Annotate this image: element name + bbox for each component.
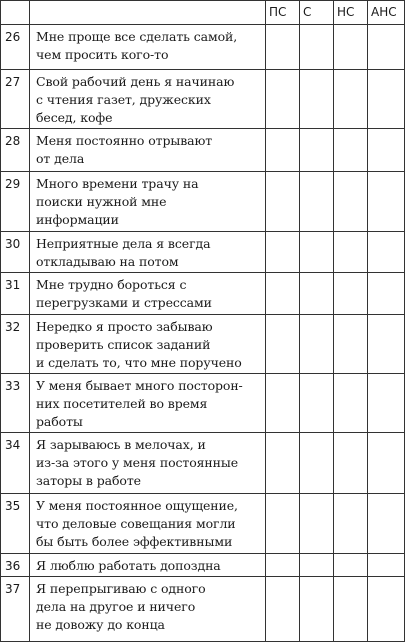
answer-cell-ans[interactable] <box>368 577 405 642</box>
row-number: 31 <box>1 273 30 315</box>
answer-cell-ps[interactable] <box>266 577 300 642</box>
answer-cell-ps[interactable] <box>266 554 300 577</box>
row-number: 34 <box>1 433 30 494</box>
answer-cell-ns[interactable] <box>334 433 368 494</box>
row-statement: У меня бывает много посторон- них посетителей во время работы <box>30 374 266 433</box>
answer-cell-s[interactable] <box>300 433 334 494</box>
answer-cell-ps[interactable] <box>266 273 300 315</box>
table-row <box>1 554 405 577</box>
row-statement: Мне трудно бороться с перегрузками и стрессами <box>30 273 266 315</box>
answer-cell-ans[interactable] <box>368 172 405 232</box>
row-statement: Неприятные дела я всегда откладываю на потом <box>30 232 266 273</box>
row-number: 28 <box>1 129 30 172</box>
table-row <box>1 25 405 70</box>
row-statement: Много времени трачу на поиски нужной мне информации <box>30 172 266 232</box>
answer-cell-s[interactable] <box>300 494 334 554</box>
row-statement: Свой рабочий день я начинаю с чтения газет, дружеских бесед, кофе <box>30 70 266 129</box>
row-number: 30 <box>1 232 30 273</box>
answer-cell-ans[interactable] <box>368 129 405 172</box>
row-number: 29 <box>1 172 30 232</box>
answer-cell-ps[interactable] <box>266 494 300 554</box>
table-row <box>1 374 405 433</box>
table-row <box>1 232 405 273</box>
answer-cell-ps[interactable] <box>266 232 300 273</box>
header-ans: АНС <box>368 1 405 25</box>
answer-cell-ans[interactable] <box>368 554 405 577</box>
answer-cell-ans[interactable] <box>368 433 405 494</box>
answer-cell-s[interactable] <box>300 129 334 172</box>
table-row <box>1 577 405 642</box>
answer-cell-ns[interactable] <box>334 129 368 172</box>
answer-cell-ns[interactable] <box>334 172 368 232</box>
table-row <box>1 494 405 554</box>
answer-cell-ans[interactable] <box>368 494 405 554</box>
answer-cell-ans[interactable] <box>368 70 405 129</box>
header-row <box>1 1 405 25</box>
answer-cell-ps[interactable] <box>266 374 300 433</box>
row-number: 27 <box>1 70 30 129</box>
row-number: 37 <box>1 577 30 642</box>
table-row <box>1 315 405 374</box>
row-number: 36 <box>1 554 30 577</box>
answer-cell-s[interactable] <box>300 232 334 273</box>
row-statement: Я зарываюсь в мелочах, и из-за этого у меня постоянные заторы в работе <box>30 433 266 494</box>
answer-cell-ans[interactable] <box>368 374 405 433</box>
answer-cell-ps[interactable] <box>266 25 300 70</box>
answer-cell-ns[interactable] <box>334 25 368 70</box>
answer-cell-ns[interactable] <box>334 315 368 374</box>
answer-cell-ps[interactable] <box>266 315 300 374</box>
row-number: 32 <box>1 315 30 374</box>
header-statement-cell <box>30 1 266 25</box>
row-statement: Нередко я просто забываю проверить список заданий и сделать то, что мне поручено <box>30 315 266 374</box>
answer-cell-ans[interactable] <box>368 315 405 374</box>
answer-cell-ns[interactable] <box>334 232 368 273</box>
answer-cell-s[interactable] <box>300 577 334 642</box>
row-statement: Я люблю работать допоздна <box>30 554 266 577</box>
header-ns: НС <box>334 1 368 25</box>
answer-cell-ns[interactable] <box>334 577 368 642</box>
row-number: 33 <box>1 374 30 433</box>
answer-cell-ns[interactable] <box>334 374 368 433</box>
row-statement: Мне проще все сделать самой, чем просить кого-то <box>30 25 266 70</box>
table-row <box>1 129 405 172</box>
answer-cell-ps[interactable] <box>266 129 300 172</box>
row-statement: Я перепрыгиваю с одного дела на другое и ничего не довожу до конца <box>30 577 266 642</box>
table-row <box>1 70 405 129</box>
answer-cell-ans[interactable] <box>368 273 405 315</box>
answer-cell-s[interactable] <box>300 172 334 232</box>
table-row <box>1 172 405 232</box>
row-number: 35 <box>1 494 30 554</box>
answer-cell-ps[interactable] <box>266 433 300 494</box>
answer-cell-ps[interactable] <box>266 172 300 232</box>
answer-cell-s[interactable] <box>300 273 334 315</box>
header-ps: ПС <box>266 1 300 25</box>
answer-cell-s[interactable] <box>300 70 334 129</box>
answer-cell-ns[interactable] <box>334 554 368 577</box>
answer-cell-ns[interactable] <box>334 70 368 129</box>
table-row <box>1 433 405 494</box>
answer-cell-ns[interactable] <box>334 494 368 554</box>
answer-cell-ps[interactable] <box>266 70 300 129</box>
answer-cell-s[interactable] <box>300 554 334 577</box>
header-s: С <box>300 1 334 25</box>
answer-cell-ns[interactable] <box>334 273 368 315</box>
row-number: 26 <box>1 25 30 70</box>
answer-cell-s[interactable] <box>300 315 334 374</box>
answer-cell-ans[interactable] <box>368 25 405 70</box>
row-statement: Меня постоянно отрывают от дела <box>30 129 266 172</box>
answer-cell-s[interactable] <box>300 374 334 433</box>
header-number-cell <box>1 1 30 25</box>
answer-cell-ans[interactable] <box>368 232 405 273</box>
table-row <box>1 273 405 315</box>
answer-cell-s[interactable] <box>300 25 334 70</box>
row-statement: У меня постоянное ощущение, что деловые совещания могли бы быть более эффективными <box>30 494 266 554</box>
